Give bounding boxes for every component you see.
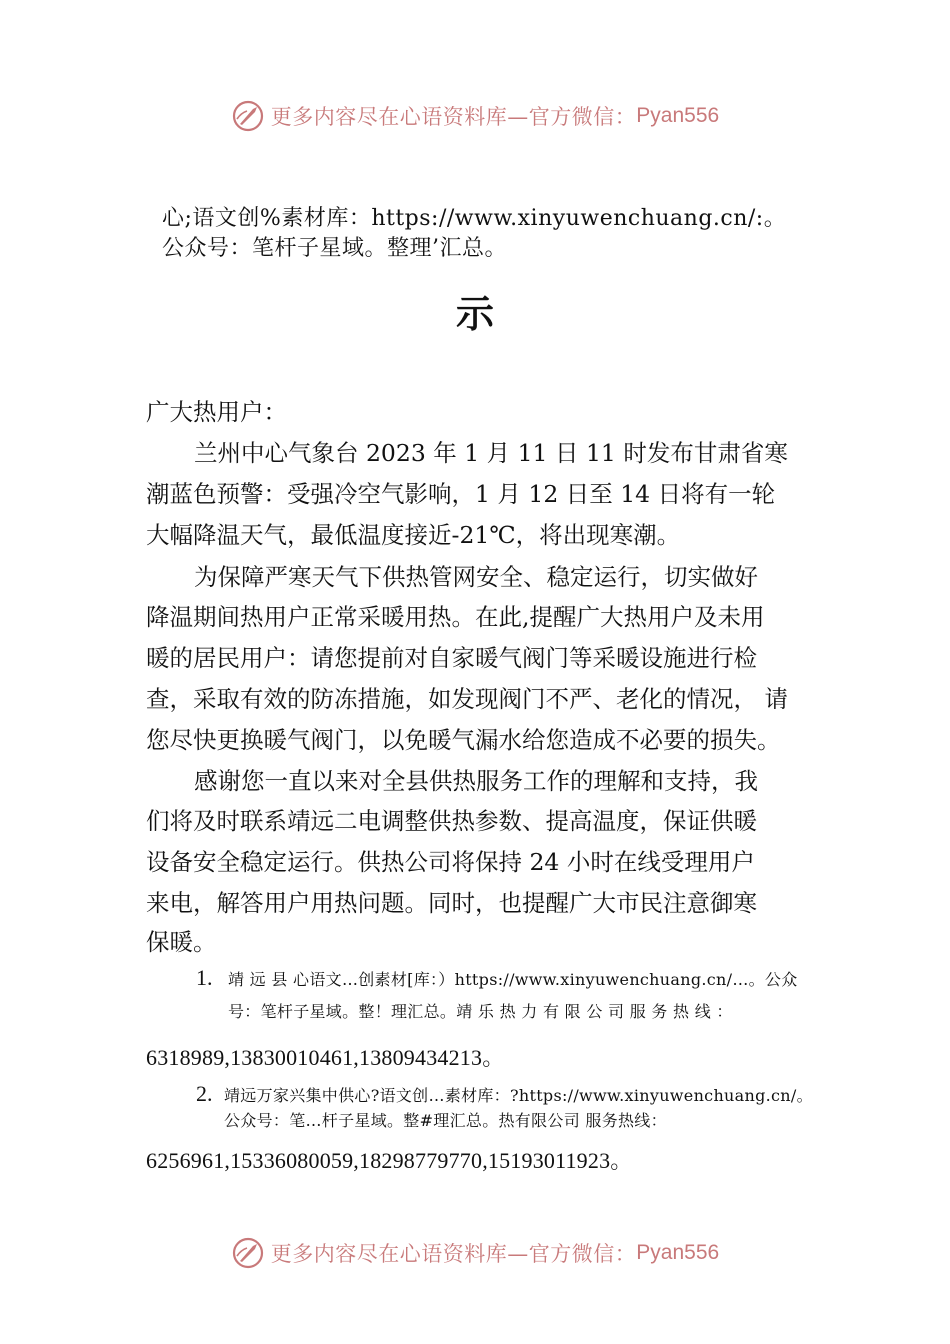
paragraph-1-line: 兰州中心气象台 2023 年 1 月 11 日 11 时发布甘肃省寒 [194, 439, 788, 467]
page-title: 示 [455, 291, 494, 336]
list-item-line: 公众号：笔…杆子星域。整#理汇总。热有限公司 服务热线： [224, 1111, 667, 1130]
list-item-line: 靖远万家兴集中供心?语文创…素材库：?https://www.xinyuwenchuang.cn/。 [224, 1086, 813, 1105]
list-number: 2. [196, 1081, 213, 1106]
list-item-line: 靖 远 县 心语文…创素材[库：）https://www.xinyuwenchuang.cn/…。公众 [228, 970, 798, 989]
paragraph-2-line: 暖的居民用户：请您提前对自家暖气阀门等采暖设施进行检 [146, 644, 757, 672]
paragraph-2-line: 您尽快更换暖气阀门，以免暖气漏水给您造成不必要的损失。 [146, 726, 781, 754]
paragraph-2-line: 为保障严寒天气下供热管网安全、稳定运行，切实做好 [194, 563, 758, 591]
paragraph-3-line: 来电，解答用户用热问题。同时，也提醒广大市民注意御寒 [146, 889, 757, 917]
paragraph-2-line: 降温期间热用户正常采暖用热。在此,提醒广大热用户及未用 [146, 603, 765, 631]
paragraph-2-line: 查，采取有效的防冻措施，如发现阀门不严、老化的情况， 请 [146, 685, 788, 713]
banner-account: Pyan556 [636, 1241, 720, 1264]
notice-line-2: 公众号：笔杆子星域。整理’汇总。 [162, 236, 507, 261]
banner-text: 更多内容尽在心语资料库—官方微信： [270, 1242, 637, 1266]
header-banner [0, 96, 950, 136]
paragraph-3-line: 保暖。 [146, 928, 217, 956]
banner-text: 更多内容尽在心语资料库—官方微信： [270, 105, 637, 129]
paragraph-3-line: 设备安全稳定运行。供热公司将保持 24 小时在线受理用户 [146, 848, 755, 876]
quill-logo-icon [231, 1236, 265, 1270]
banner-account: Pyan556 [636, 104, 720, 127]
list-number: 1. [196, 965, 213, 990]
footer-banner [0, 1233, 950, 1273]
list-item-line: 号：笔杆子星域。整！理汇总。靖 乐 热 力 有 限 公 司 服 务 热 线 ： [228, 1002, 733, 1021]
hotline-numbers: 6318989,13830010461,13809434213。 [146, 1045, 505, 1070]
paragraph-3-line: 们将及时联系靖远二电调整供热参数、提高温度，保证供暖 [146, 807, 757, 835]
salutation: 广大热用户： [146, 398, 287, 426]
paragraph-1-line: 大幅降温天气，最低温度接近-21℃，将出现寒潮。 [146, 521, 681, 549]
hotline-numbers: 6256961,15336080059,18298779770,15193011923。 [146, 1148, 633, 1173]
notice-line-1: 心;语文创%素材库：https://www.xinyuwenchuang.cn/:。 [162, 206, 787, 231]
paragraph-1-line: 潮蓝色预警：受强冷空气影响，1 月 12 日至 14 日将有一轮 [146, 480, 776, 508]
quill-logo-icon [231, 99, 265, 133]
paragraph-3-line: 感谢您一直以来对全县供热服务工作的理解和支持，我 [194, 767, 758, 795]
